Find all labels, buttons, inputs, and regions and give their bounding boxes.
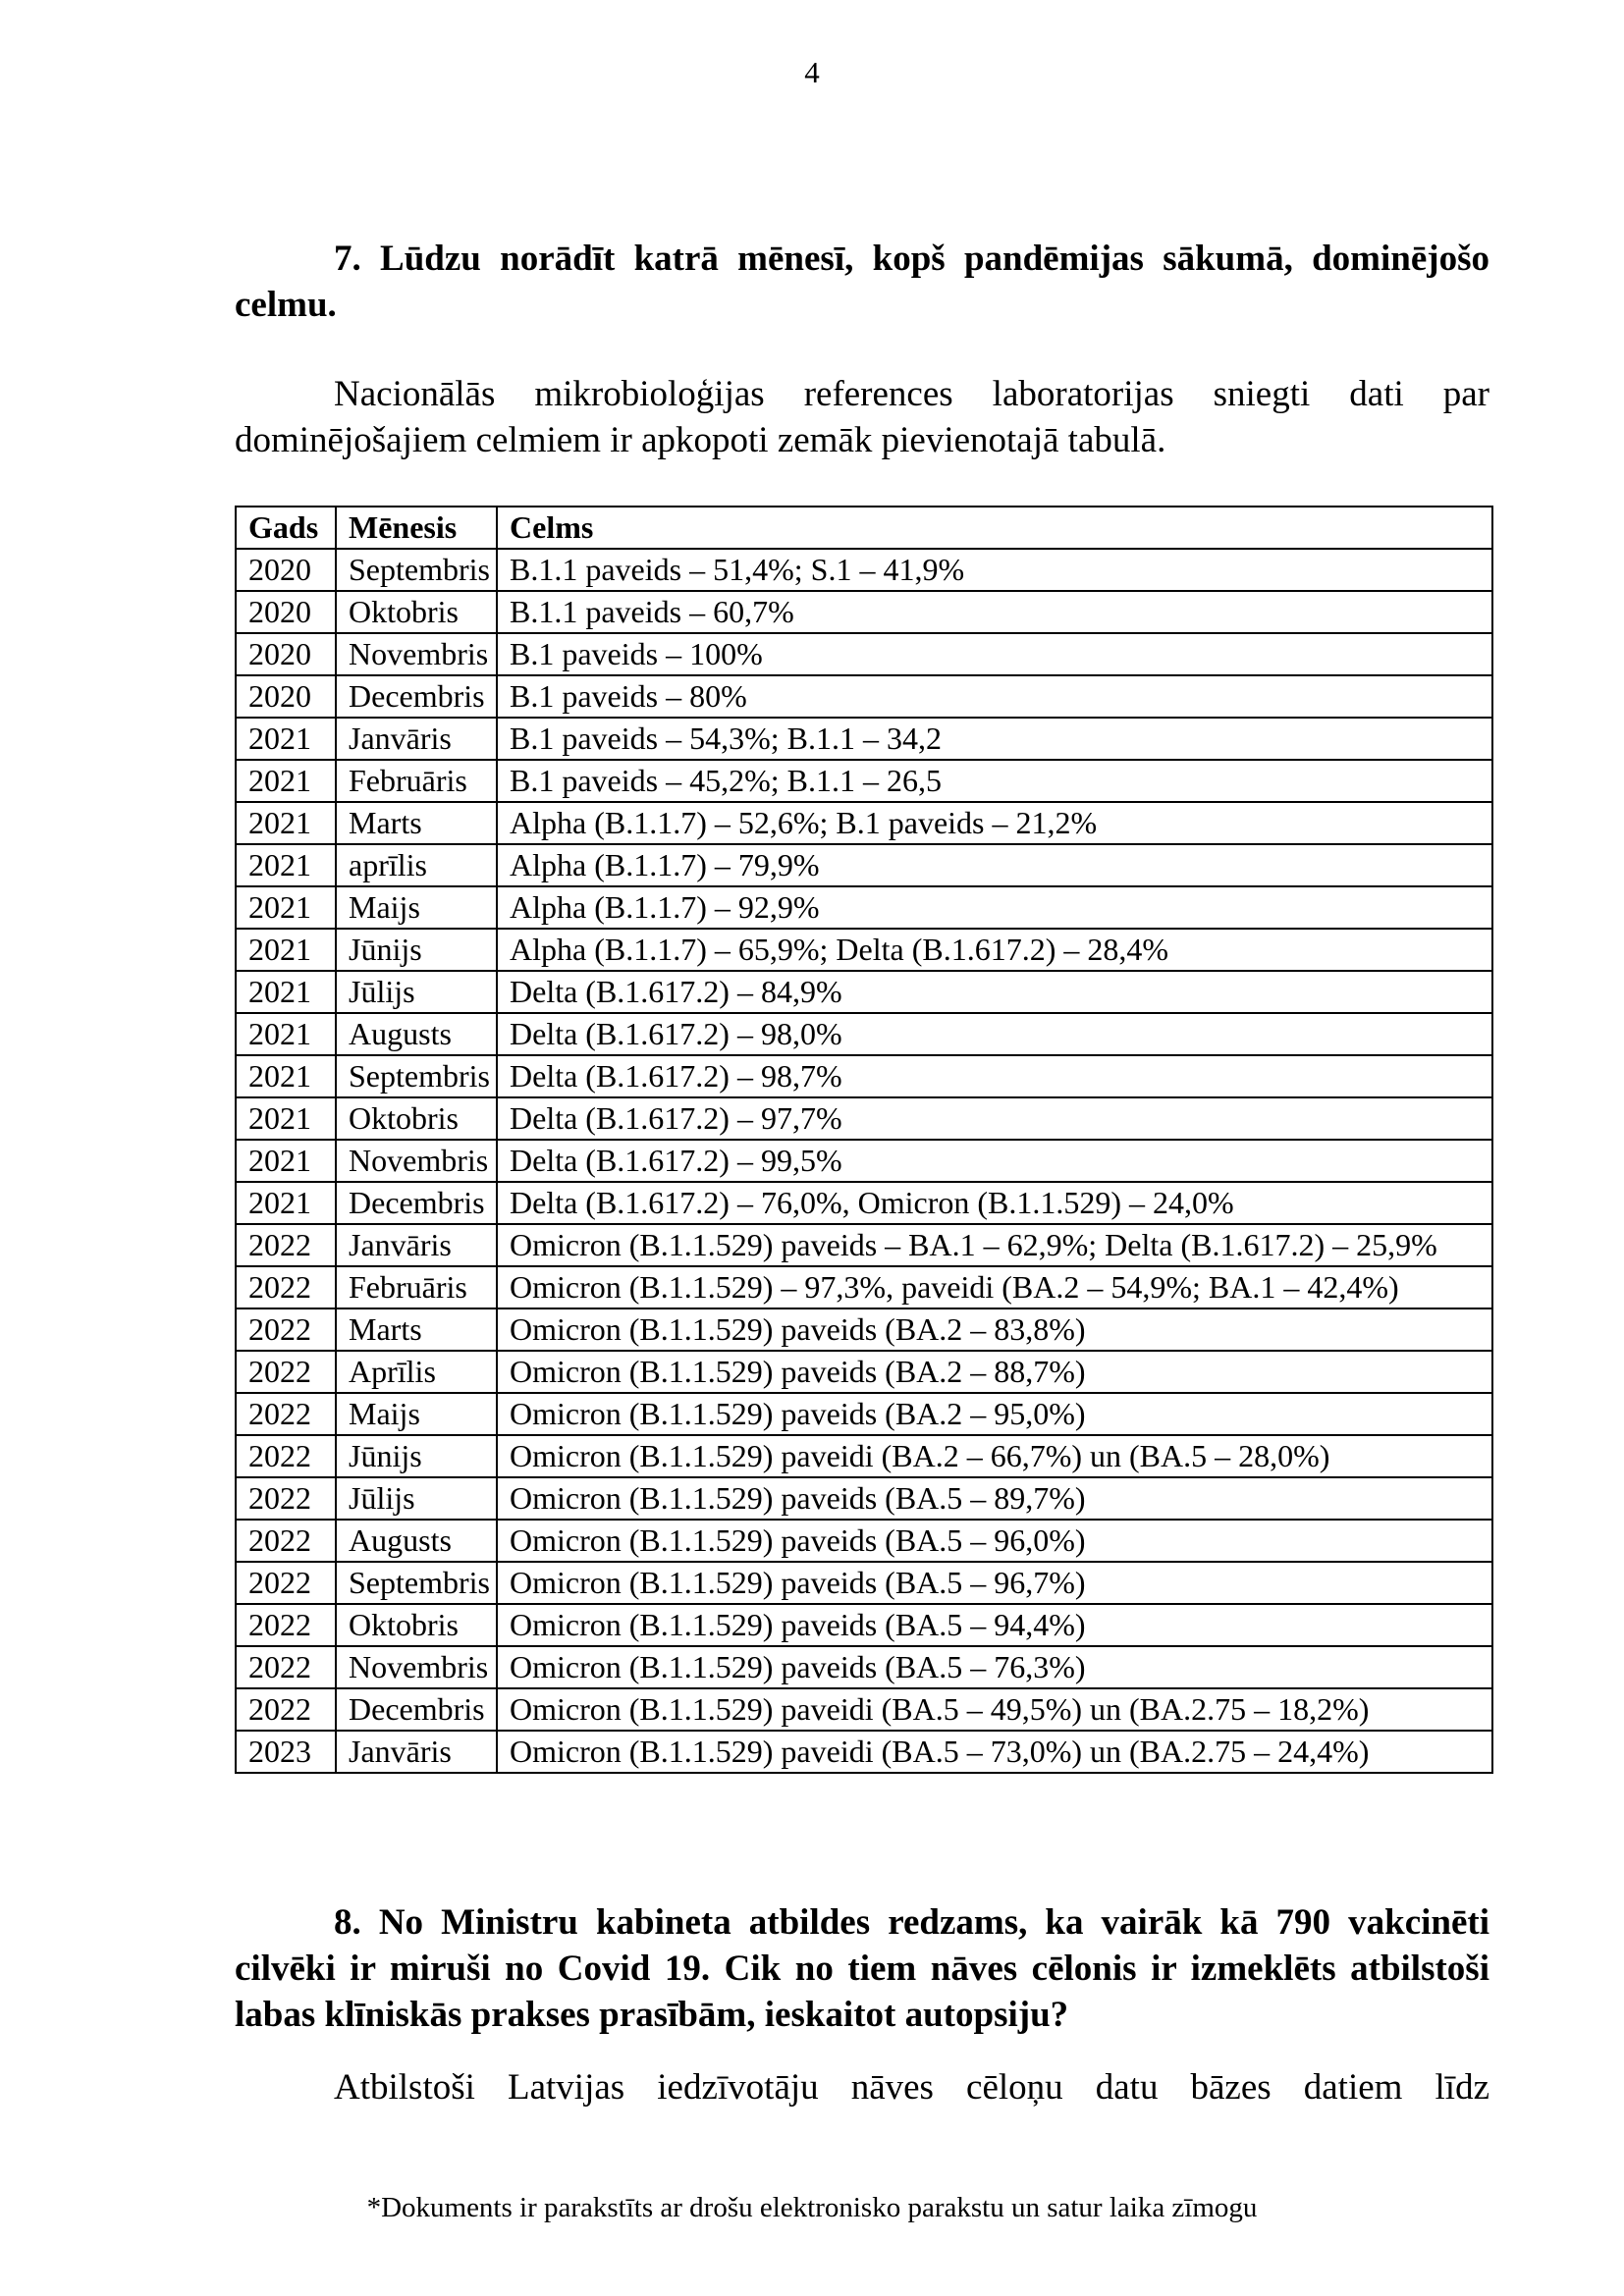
question-8-heading: 8. No Ministru kabineta atbildes redzams, ka vairāk kā 790 vakcinēti cilvēki ir miruši no Covid 19. Cik no tiem nāves cēlonis ir izmeklēts atbilstoši labas klīniskās prakses prasībām, ieskaitot autopsiju?	[235, 1902, 1489, 2035]
table-row	[236, 1562, 1492, 1604]
cell-month: Februāris	[336, 1266, 497, 1308]
signature-footnote: *Dokuments ir parakstīts ar drošu elektronisko parakstu un satur laika zīmogu	[366, 2192, 1258, 2223]
cell-month: Oktobris	[336, 1604, 497, 1646]
cell-year: 2023	[236, 1731, 336, 1773]
table-row	[236, 760, 1492, 802]
cell-strain: Alpha (B.1.1.7) – 52,6%; B.1 paveids – 21,2%	[497, 802, 1492, 844]
cell-strain: Omicron (B.1.1.529) paveids (BA.2 – 88,7%)	[497, 1351, 1492, 1393]
table-row	[236, 1013, 1492, 1055]
cell-strain: Alpha (B.1.1.7) – 79,9%	[497, 844, 1492, 886]
cell-year: 2022	[236, 1435, 336, 1477]
cell-strain: B.1.1 paveids – 51,4%; S.1 – 41,9%	[497, 549, 1492, 591]
table-row	[236, 1351, 1492, 1393]
table-row	[236, 1224, 1492, 1266]
table-row	[236, 929, 1492, 971]
cell-strain: Omicron (B.1.1.529) paveids (BA.5 – 96,0%)	[497, 1520, 1492, 1562]
cell-year: 2022	[236, 1520, 336, 1562]
cell-year: 2022	[236, 1477, 336, 1520]
cell-year: 2022	[236, 1604, 336, 1646]
table-row	[236, 1055, 1492, 1097]
cell-strain: Alpha (B.1.1.7) – 65,9%; Delta (B.1.617.2) – 28,4%	[497, 929, 1492, 971]
cell-year: 2022	[236, 1351, 336, 1393]
table-row	[236, 1604, 1492, 1646]
page-number: 4	[804, 55, 820, 89]
table-row	[236, 844, 1492, 886]
table-row	[236, 1435, 1492, 1477]
table-row	[236, 633, 1492, 675]
cell-strain: Omicron (B.1.1.529) paveids (BA.5 – 89,7%)	[497, 1477, 1492, 1520]
table-row	[236, 886, 1492, 929]
cell-year: 2022	[236, 1646, 336, 1688]
table-row	[236, 971, 1492, 1013]
strain-table	[235, 506, 1493, 1774]
table-row	[236, 1731, 1492, 1773]
intro-paragraph: Nacionālās mikrobioloģijas references laboratorijas sniegti dati par dominējošajiem celmiem ir apkopoti zemāk pievienotajā tabulā.	[235, 374, 1489, 460]
cell-month: Oktobris	[336, 591, 497, 633]
cell-strain: Omicron (B.1.1.529) paveids (BA.5 – 76,3%)	[497, 1646, 1492, 1688]
cell-strain: Omicron (B.1.1.529) paveids – BA.1 – 62,9%; Delta (B.1.617.2) – 25,9%	[497, 1224, 1492, 1266]
question-7-heading: 7. Lūdzu norādīt katrā mēnesī, kopš pandēmijas sākumā, dominējošo celmu.	[235, 239, 1489, 325]
table-row	[236, 1140, 1492, 1182]
table-row	[236, 1646, 1492, 1688]
cell-strain: Omicron (B.1.1.529) paveids (BA.5 – 94,4%)	[497, 1604, 1492, 1646]
cell-strain: Alpha (B.1.1.7) – 92,9%	[497, 886, 1492, 929]
cell-strain: Delta (B.1.617.2) – 76,0%, Omicron (B.1.1.529) – 24,0%	[497, 1182, 1492, 1224]
cell-month: Janvāris	[336, 1731, 497, 1773]
cell-strain: Omicron (B.1.1.529) – 97,3%, paveidi (BA.2 – 54,9%; BA.1 – 42,4%)	[497, 1266, 1492, 1308]
cell-year: 2022	[236, 1688, 336, 1731]
table-row	[236, 1477, 1492, 1520]
answer-paragraph: Atbilstoši Latvijas iedzīvotāju nāves cēloņu datu bāzes datiem līdz	[334, 2067, 1489, 2108]
cell-year: 2021	[236, 1055, 336, 1097]
cell-year: 2021	[236, 1097, 336, 1140]
cell-strain: B.1 paveids – 54,3%; B.1.1 – 34,2	[497, 718, 1492, 760]
cell-year: 2021	[236, 1013, 336, 1055]
cell-month: Novembris	[336, 1140, 497, 1182]
cell-month: Augusts	[336, 1520, 497, 1562]
cell-strain: Delta (B.1.617.2) – 98,0%	[497, 1013, 1492, 1055]
cell-month: Marts	[336, 802, 497, 844]
cell-year: 2020	[236, 633, 336, 675]
table-row	[236, 1688, 1492, 1731]
cell-strain: B.1 paveids – 100%	[497, 633, 1492, 675]
cell-year: 2021	[236, 886, 336, 929]
cell-month: Decembris	[336, 1182, 497, 1224]
cell-year: 2021	[236, 971, 336, 1013]
table-row	[236, 675, 1492, 718]
cell-month: Janvāris	[336, 1224, 497, 1266]
cell-year: 2022	[236, 1393, 336, 1435]
cell-month: Oktobris	[336, 1097, 497, 1140]
cell-month: Decembris	[336, 1688, 497, 1731]
table-body	[236, 549, 1492, 1773]
cell-strain: Omicron (B.1.1.529) paveidi (BA.5 – 49,5%) un (BA.2.75 – 18,2%)	[497, 1688, 1492, 1731]
cell-strain: Omicron (B.1.1.529) paveidi (BA.2 – 66,7%) un (BA.5 – 28,0%)	[497, 1435, 1492, 1477]
table-row	[236, 1308, 1492, 1351]
cell-year: 2020	[236, 591, 336, 633]
cell-month: Maijs	[336, 886, 497, 929]
cell-month: Janvāris	[336, 718, 497, 760]
table-row	[236, 1520, 1492, 1562]
cell-year: 2021	[236, 1140, 336, 1182]
table-row	[236, 802, 1492, 844]
cell-year: 2022	[236, 1308, 336, 1351]
cell-year: 2020	[236, 549, 336, 591]
cell-year: 2021	[236, 1182, 336, 1224]
cell-month: Novembris	[336, 1646, 497, 1688]
header-year: Gads	[236, 507, 336, 549]
table-header-row	[236, 507, 1492, 549]
cell-month: Septembris	[336, 1562, 497, 1604]
table-row	[236, 718, 1492, 760]
cell-strain: B.1 paveids – 45,2%; B.1.1 – 26,5	[497, 760, 1492, 802]
cell-month: Augusts	[336, 1013, 497, 1055]
cell-month: Jūlijs	[336, 971, 497, 1013]
table-row	[236, 591, 1492, 633]
cell-strain: Omicron (B.1.1.529) paveids (BA.2 – 95,0%)	[497, 1393, 1492, 1435]
cell-strain: Delta (B.1.617.2) – 84,9%	[497, 971, 1492, 1013]
table-row	[236, 549, 1492, 591]
cell-year: 2021	[236, 844, 336, 886]
cell-month: Septembris	[336, 1055, 497, 1097]
cell-strain: Delta (B.1.617.2) – 98,7%	[497, 1055, 1492, 1097]
header-strain: Celms	[497, 507, 1492, 549]
cell-month: Jūnijs	[336, 929, 497, 971]
cell-month: Februāris	[336, 760, 497, 802]
cell-year: 2021	[236, 929, 336, 971]
table-row	[236, 1393, 1492, 1435]
table-row	[236, 1182, 1492, 1224]
cell-month: Aprīlis	[336, 1351, 497, 1393]
cell-year: 2021	[236, 718, 336, 760]
cell-month: aprīlis	[336, 844, 497, 886]
cell-month: Marts	[336, 1308, 497, 1351]
cell-year: 2022	[236, 1224, 336, 1266]
cell-strain: B.1.1 paveids – 60,7%	[497, 591, 1492, 633]
cell-month: Decembris	[336, 675, 497, 718]
cell-strain: Omicron (B.1.1.529) paveidi (BA.5 – 73,0%) un (BA.2.75 – 24,4%)	[497, 1731, 1492, 1773]
table-row	[236, 1097, 1492, 1140]
cell-month: Jūnijs	[336, 1435, 497, 1477]
cell-year: 2022	[236, 1562, 336, 1604]
table-row	[236, 1266, 1492, 1308]
cell-strain: Delta (B.1.617.2) – 97,7%	[497, 1097, 1492, 1140]
cell-month: Novembris	[336, 633, 497, 675]
cell-year: 2021	[236, 802, 336, 844]
cell-month: Jūlijs	[336, 1477, 497, 1520]
cell-strain: Omicron (B.1.1.529) paveids (BA.2 – 83,8%)	[497, 1308, 1492, 1351]
cell-strain: B.1 paveids – 80%	[497, 675, 1492, 718]
header-month: Mēnesis	[336, 507, 497, 549]
cell-strain: Omicron (B.1.1.529) paveids (BA.5 – 96,7%)	[497, 1562, 1492, 1604]
cell-month: Septembris	[336, 549, 497, 591]
cell-year: 2022	[236, 1266, 336, 1308]
cell-year: 2020	[236, 675, 336, 718]
cell-month: Maijs	[336, 1393, 497, 1435]
cell-strain: Delta (B.1.617.2) – 99,5%	[497, 1140, 1492, 1182]
cell-year: 2021	[236, 760, 336, 802]
